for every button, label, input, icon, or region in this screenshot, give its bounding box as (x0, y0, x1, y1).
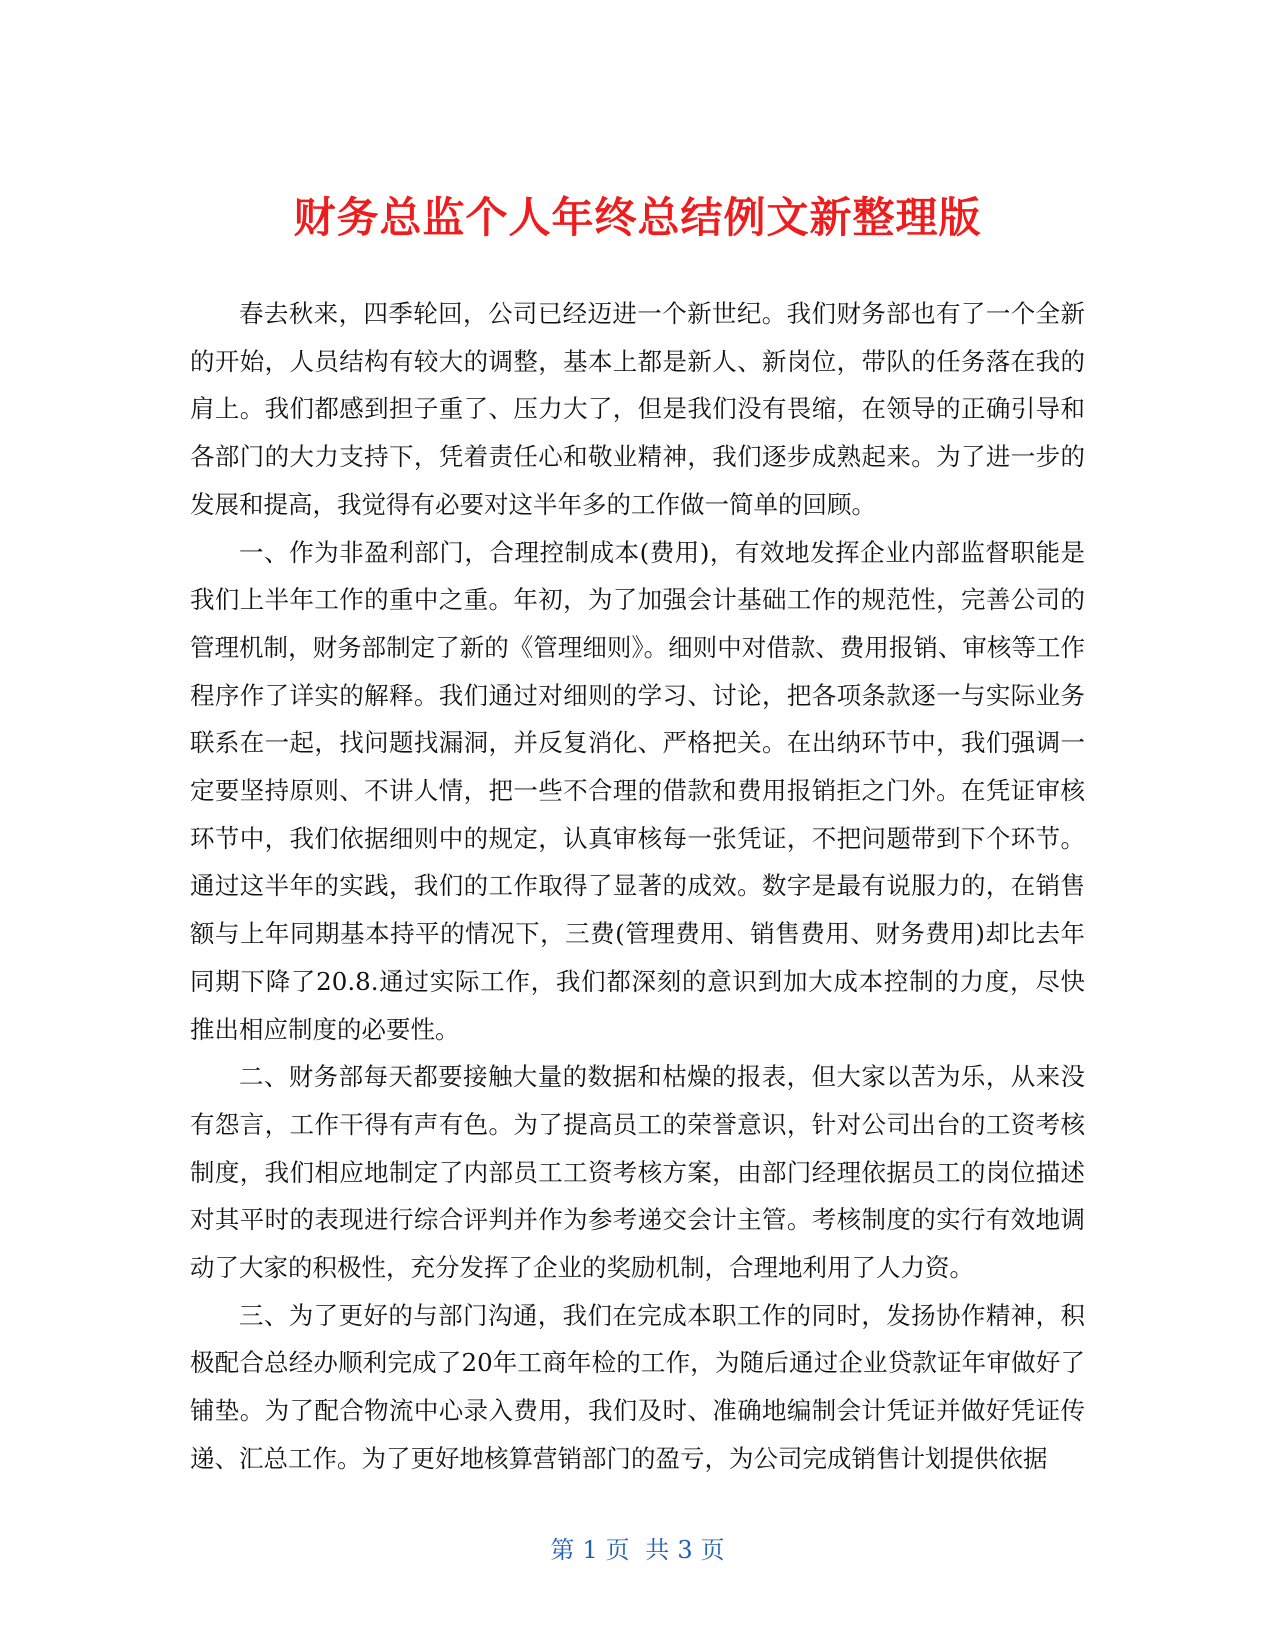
paragraph-intro: 春去秋来，四季轮回，公司已经迈进一个新世纪。我们财务部也有了一个全新的开始，人员结构有较大的调整，基本上都是新人、新岗位，带队的任务落在我的肩上。我们都感到担子重了、压力大了，但是我们没有畏缩，在领导的正确引导和各部门的大力支持下，凭着责任心和敬业精神，我们逐步成熟起来。为了进一步的发展和提高，我觉得有必要对这半年多的工作做一简单的回顾。 (190, 299, 1085, 519)
paragraph-section-3: 三、为了更好的与部门沟通，我们在完成本职工作的同时，发扬协作精神，积极配合总经办顺利完成了20年工商年检的工作，为随后通过企业贷款证年审做好了铺垫。为了配合物流中心录入费用，我们及时、准确地编制会计凭证并做好凭证传递、汇总工作。为了更好地核算营销部门的盈亏，为公司完成销售计划提供依据 (190, 1300, 1085, 1473)
page-footer (0, 1534, 1275, 1566)
current-page-number: 1 (582, 1536, 598, 1564)
paragraph-section-1: 一、作为非盈利部门，合理控制成本(费用)，有效地发挥企业内部监督职能是我们上半年工作的重中之重。年初，为了加强会计基础工作的规范性，完善公司的管理机制，财务部制定了新的《管理细则》。细则中对借款、费用报销、审核等工作程序作了详实的解释。我们通过对细则的学习、讨论，把各项条款逐一与实际业务联系在一起，找问题找漏洞，并反复消化、严格把关。在出纳环节中，我们强调一定要坚持原则、不讲人情，把一些不合理的借款和费用报销拒之门外。在凭证审核环节中，我们依据细则中的规定，认真审核每一张凭证，不把问题带到下个环节。通过这半年的实践，我们的工作取得了显著的成效。数字是最有说服力的，在销售额与上年同期基本持平的情况下，三费(管理费用、销售费用、财务费用)却比去年同期下降了20.8.通过实际工作，我们都深刻的意识到加大成本控制的力度，尽快推出相应制度的必要性。 (190, 537, 1085, 1044)
page-label-suffix: 页 (700, 1536, 725, 1564)
page-label-mid: 页 共 (605, 1536, 670, 1564)
paragraph-section-2: 二、财务部每天都要接触大量的数据和枯燥的报表，但大家以苦为乐，从来没有怨言，工作干得有声有色。为了提高员工的荣誉意识，针对公司出台的工资考核制度，我们相应地制定了内部员工工资考核方案，由部门经理依据员工的岗位描述对其平时的表现进行综合评判并作为参考递交会计主管。考核制度的实行有效地调动了大家的积极性，充分发挥了企业的奖励机制，合理地利用了人力资。 (190, 1062, 1085, 1283)
document-body (190, 290, 1085, 1483)
page-title: 财务总监个人年终总结例文新整理版 (293, 193, 982, 243)
total-pages-number: 3 (677, 1536, 693, 1564)
page-label-prefix: 第 (550, 1536, 575, 1564)
